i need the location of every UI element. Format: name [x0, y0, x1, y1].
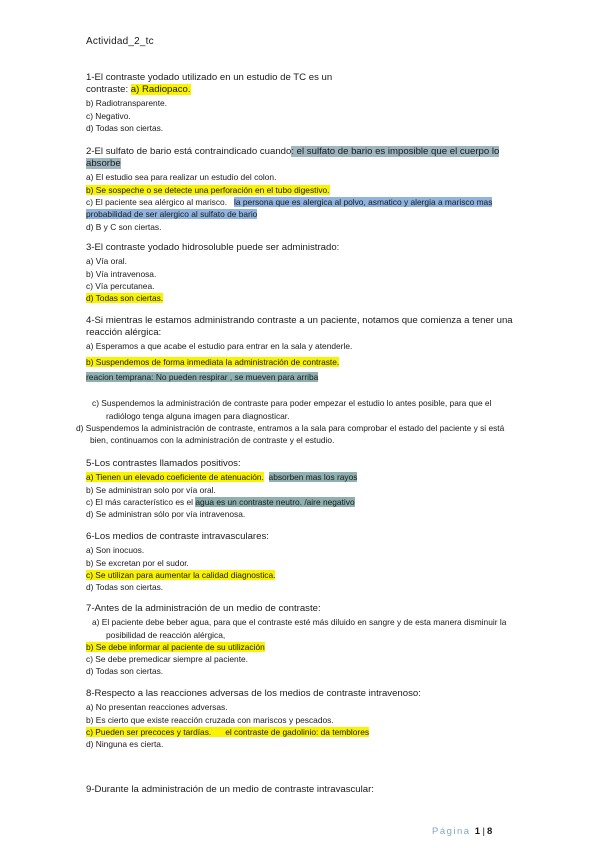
- page-separator: |: [482, 826, 485, 837]
- question-4: [76, 315, 516, 446]
- question-9: [86, 784, 516, 797]
- question-2-note: : el sulfato de bario es imposible que el cuerpo lo absorbe: [86, 146, 500, 170]
- question-4-note: reacion temprana: No pueden respirar , se mueven para arriba: [86, 372, 319, 382]
- question-8: [86, 688, 516, 750]
- question-2-stem: 2-El sulfato de bario está contraindicado cuando: el sulfato de bario es imposible que el cuerpo lo absorbe: [86, 146, 500, 170]
- question-7-option-a: a) El paciente debe beber agua, para que el contraste esté más diluido en sangre y de esta manera disminuir la posibilidad de reacción alérgica,: [92, 617, 507, 640]
- question-6-option-c: c) Se utilizan para aumentar la calidad diagnostica.: [86, 569, 276, 580]
- question-4-option-a: a) Esperamos a que acabe el estudio para entrar en la sala y atenderle.: [86, 341, 353, 352]
- question-3-option-b: b) Vía intravenosa.: [86, 268, 157, 279]
- question-2-option-b: b) Se sospeche o se detecte una perforación en el tubo digestivo.: [86, 184, 330, 195]
- question-3-option-d: d) Todas son ciertas.: [86, 293, 164, 304]
- question-5-option-a: a) Tienen un elevado coeficiente de atenuación.: [86, 472, 264, 483]
- question-3-stem: 3-El contraste yodado hidrosoluble puede ser administrado:: [86, 242, 340, 253]
- question-5-option-b: b) Se administran solo por vía oral.: [86, 484, 216, 495]
- question-6-option-d: d) Todas son ciertas.: [86, 582, 164, 593]
- question-1-stem: 1-El contraste yodado utilizado en un estudio de TC es un contraste: a) Radiopaco.: [86, 72, 333, 96]
- question-1-answer: a) Radiopaco.: [130, 84, 191, 96]
- page-footer: [432, 826, 493, 837]
- question-8-option-a: a) No presentan reacciones adversas.: [86, 702, 228, 713]
- question-4-option-c: c) Suspendemos la administración de contraste para poder empezar el estudio lo antes posible, para que el radiólogo tenga alguna imagen para diagnosticar.: [92, 398, 492, 421]
- question-2-option-d: d) B y C son ciertas.: [86, 221, 162, 232]
- question-8-option-b: b) Es cierto que existe reacción cruzada con mariscos y pescados.: [86, 714, 334, 725]
- question-3-option-c: c) Vía percutanea.: [86, 280, 155, 291]
- question-8-option-d: d) Ninguna es cierta.: [86, 739, 164, 750]
- question-6: [86, 531, 516, 593]
- question-1-option-d: d) Todas son ciertas.: [86, 123, 164, 133]
- question-3: [86, 242, 516, 304]
- question-9-stem: 9-Durante la administración de un medio de contraste intravascular:: [86, 784, 374, 795]
- total-pages: 8: [487, 826, 493, 837]
- question-7: [86, 603, 516, 678]
- question-7-option-c: c) Se debe premedicar siempre al paciente.: [86, 654, 248, 665]
- question-1-option-b: b) Radiotransparente.: [86, 98, 168, 109]
- question-7-option-d: d) Todas son ciertas.: [86, 666, 164, 677]
- question-5-option-d: d) Se administran sólo por vía intravenosa.: [86, 509, 246, 520]
- question-1: [86, 72, 516, 134]
- question-8-option-c-note: el contraste de gadolinio: da temblores: [225, 726, 370, 737]
- question-5-stem: 5-Los contrastes llamados positivos:: [86, 458, 241, 469]
- page-number: 1: [474, 826, 481, 837]
- question-4-stem: 4-Si mientras le estamos administrando contraste a un paciente, notamos que comienza a tener una reacción alérgica:: [86, 315, 513, 339]
- question-2-option-c-note: la persona que es alergica al polvo, asmatico y alergia a marisco mas probabilidad de ser alergico al sulfato de bario: [86, 197, 493, 220]
- question-4-option-b: b) Suspendemos de forma inmediata la administración de contraste.: [86, 356, 340, 367]
- question-1-option-c: c) Negativo.: [86, 110, 131, 121]
- question-6-option-b: b) Se excretan por el sudor.: [86, 557, 189, 568]
- question-2-option-a: a) El estudio sea para realizar un estudio del colon.: [86, 172, 277, 183]
- question-5-option-c-note: agua es un contraste neutro. /aire negativo: [195, 496, 355, 507]
- question-5-option-c: c) El más característico es el agua es un contraste neutro. /aire negativo: [86, 496, 355, 507]
- question-2-option-c: c) El paciente sea alérgico al marisco. la persona que es alergica al polvo, asmatico y alergia a marisco mas probabilidad de ser alergico al sulfato de bario: [86, 197, 493, 220]
- question-7-stem: 7-Antes de la administración de un medio de contraste:: [86, 603, 321, 614]
- question-5-option-a-note: absorben mas los rayos: [268, 472, 358, 483]
- question-8-option-c: c) Pueden ser precoces y tardías. el contraste de gadolinio: da temblores: [86, 726, 370, 737]
- question-4-option-d: d) Suspendemos la administración de contraste, entramos a la sala para comprobar el estado del paciente y si está bien, continuamos con la administración de contraste y el estudio.: [76, 422, 505, 446]
- question-6-stem: 6-Los medios de contraste intravasculares:: [86, 531, 269, 542]
- document-title: Actividad_2_tc: [86, 36, 154, 47]
- question-6-option-a: a) Son inocuos.: [86, 545, 145, 556]
- page-word: Página: [432, 826, 471, 837]
- question-2: [86, 146, 516, 233]
- question-7-option-b: b) Se debe informar al paciente de su utilización: [86, 641, 265, 652]
- question-3-option-a: a) Vía oral.: [86, 256, 127, 267]
- question-8-stem: 8-Respecto a las reacciones adversas de los medios de contraste intravenoso:: [86, 688, 421, 699]
- question-5: [86, 458, 516, 520]
